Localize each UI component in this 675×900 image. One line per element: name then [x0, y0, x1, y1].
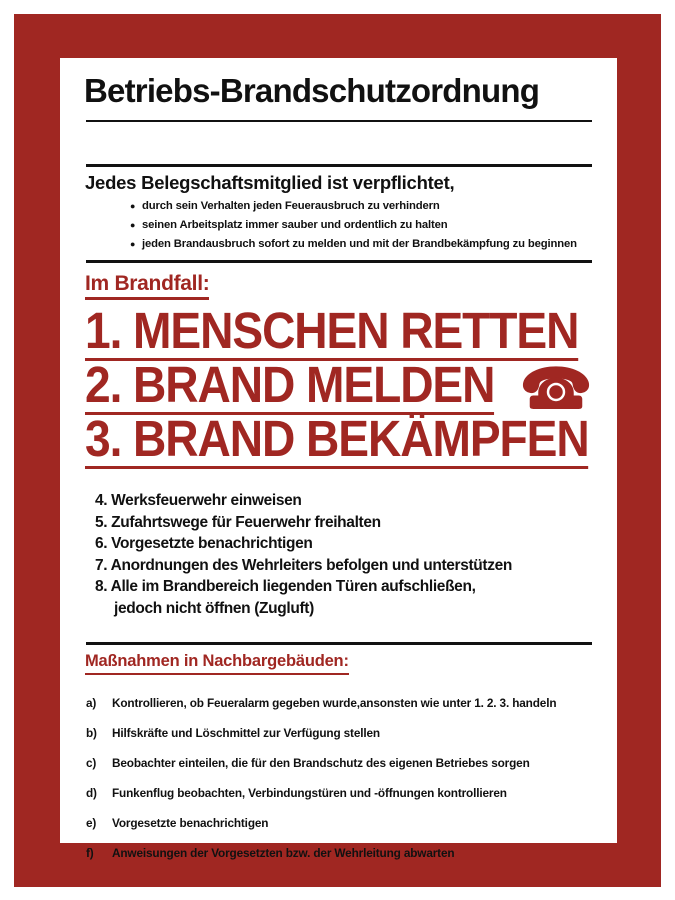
minor-step-row: 4. Werksfeuerwehr einweisen [95, 492, 302, 509]
list-item-marker: d) [86, 786, 97, 800]
list-item [86, 756, 601, 770]
fire-case-heading: Im Brandfall: [85, 272, 209, 300]
list-item-text: Hilfskräfte und Löschmittel zur Verfügung stellen [112, 726, 380, 740]
poster-white-sheet [60, 58, 617, 860]
bullet-dot-icon: ● [130, 220, 136, 230]
section-divider-bottom [86, 642, 592, 645]
section-divider-middle [86, 260, 592, 263]
red-border-frame [14, 14, 661, 887]
list-item [86, 846, 601, 860]
list-item-marker: c) [86, 756, 97, 770]
obligation-heading: Jedes Belegschaftsmitglied ist verpflichtet, [85, 172, 455, 193]
major-step-text: 2. BRAND MELDEN [85, 356, 495, 413]
list-item [130, 219, 600, 231]
neighbour-measures-list [86, 696, 601, 876]
list-item [86, 696, 601, 710]
telephone-icon [519, 365, 593, 409]
obligation-list [130, 200, 600, 257]
list-item [86, 816, 601, 830]
list-item-marker: f) [86, 846, 94, 860]
minor-step-row: 6. Vorgesetzte benachrichtigen [95, 535, 313, 552]
minor-step-row: 7. Anordnungen des Wehrleiters befolgen und unterstützen [95, 556, 513, 574]
poster-content [60, 58, 617, 860]
list-item [130, 200, 600, 212]
list-item-text: Anweisungen der Vorgesetzten bzw. der Wehrleitung abwarten [112, 846, 455, 860]
title-underline [86, 120, 592, 122]
list-item-text: Kontrollieren, ob Feueralarm gegeben wurde,ansonsten wie unter 1. 2. 3. handeln [112, 696, 557, 710]
list-item-marker: b) [86, 726, 97, 740]
section-divider-top [86, 164, 592, 167]
list-item-marker: e) [86, 816, 97, 830]
major-step-row [85, 412, 597, 466]
list-item-text: seinen Arbeitsplatz immer sauber und ordentlich zu halten [142, 219, 448, 231]
list-item-text: Funkenflug beobachten, Verbindungstüren und -öffnungen kontrollieren [112, 786, 507, 800]
list-item [86, 786, 601, 800]
list-item-text: durch sein Verhalten jeden Feuerausbruch zu verhindern [142, 200, 440, 212]
minor-step-row: 5. Zufahrtswege für Feuerwehr freihalten [95, 513, 381, 531]
minor-step-continuation: jedoch nicht öffnen (Zugluft) [114, 599, 314, 617]
page-title: Betriebs-Brandschutzordnung [84, 72, 540, 109]
minor-step-row: 8. Alle im Brandbereich liegenden Türen aufschließen, [95, 578, 476, 595]
bullet-dot-icon: ● [130, 239, 136, 249]
major-step-text: 1. MENSCHEN RETTEN [85, 302, 579, 359]
major-step-text: 3. BRAND BEKÄMPFEN [85, 410, 589, 467]
fire-case-minor-steps [95, 490, 595, 619]
major-step-row [85, 304, 597, 358]
bullet-dot-icon: ● [130, 201, 136, 211]
list-item-marker: a) [86, 696, 97, 710]
list-item-text: Beobachter einteilen, die für den Brandschutz des eigenen Betriebes sorgen [112, 756, 530, 770]
list-item [86, 726, 601, 740]
fire-case-major-steps [85, 304, 597, 466]
neighbour-measures-heading: Maßnahmen in Nachbargebäuden: [85, 652, 349, 675]
list-item [130, 238, 600, 250]
list-item-text: Vorgesetzte benachrichtigen [112, 816, 269, 830]
list-item-text: jeden Brandausbruch sofort zu melden und mit der Brandbekämpfung zu beginnen [142, 238, 577, 250]
